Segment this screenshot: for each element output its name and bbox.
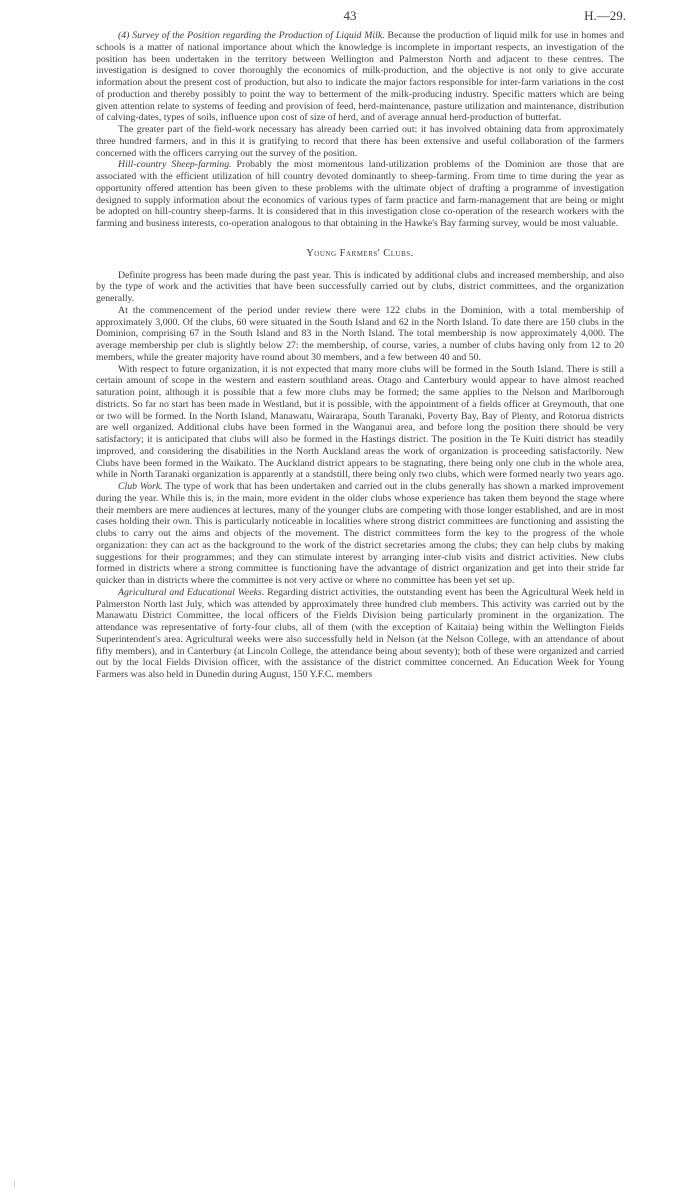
paragraph-lead: Club Work. <box>118 481 163 492</box>
page-number: 43 <box>343 8 357 23</box>
paragraph-future-organization: With respect to future organization, it is not expected that many more clubs will be formed in the South Island. There is still a certain amount of scope in the western and eastern southland areas. Otago and Canterbury would appear to have almost reached saturation point, although it is possible that a few more clubs may be formed; the same applies to the Nelson and Marlborough districts. So far no start has been made in Westland, but it is possible, with the appointment of a fields officer at Greymouth, that one or two will be formed. In the North Island, Manawatu, Wairarapa, South Taranaki, Poverty Bay, Bay of Plenty, and Rotorua districts are well organized. Additional clubs have been formed in the Wanganui area, and before long the position there should be very satisfactory; it is anticipated that clubs will also be formed in the Hastings district. The position in the Te Kuiti district has steadily improved, and considering the disabilities in the North Auckland areas the work of organization is proceeding satisfactorily. New Clubs have been formed in the Waikato. The Auckland district appears to be stagnating, there being only one club in the whole area, while in North Taranaki organization is apparently at a standstill, there being only two clubs, which were formed nearly two years ago. <box>96 363 624 481</box>
paragraph-text: Because the production of liquid milk for use in homes and schools is a matter of national importance about which the knowledge is incomplete in important respects, an investigation of the position has been undertaken in the territory between Wellington and Palmerston North and adjacent to these centres. The investigation is designed to cover thoroughly the economics of milk-production, and the objective is not only to give accurate information about the present cost of production, but also to indicate the major factors responsible for inter-farm variations in the cost of production and thereby possibly to point the way to betterment of the milk-producing industry. Specific matters which are being given attention relate to systems of feeding and provision of feed, herd-maintenance, pasture utilization and maintenance, distribution of calving-dates, types of soils, influence upon cost of size of herd, and of average annual herd-production of butterfat. <box>96 30 625 124</box>
paragraph-lead: Agricultural and Educational Weeks. <box>118 586 265 598</box>
paragraph-liquid-milk-survey <box>96 30 624 124</box>
paragraph-membership: At the commencement of the period under review there were 122 clubs in the Dominion, with a total membership of approximately 3,000. Of the clubs, 60 were situated in the South Island and 62 in the North Island. To date there are 150 clubs in the Dominion, comprising 67 in the South Island and 83 in the North Island. The total membership is now approximately 4,000. The average membership per club is slightly below 27: the membership, of course, varies, a number of clubs having only from 12 to 20 members, while the greater majority have round about 30 members, and a few between 40 and 50. <box>96 304 624 363</box>
document-body <box>96 30 624 681</box>
document-reference: H.—29. <box>584 8 626 23</box>
scan-margin-mark <box>14 1180 15 1188</box>
section-heading: Young Farmers' Clubs. <box>306 247 414 259</box>
paragraph-lead: Hill-country Sheep-farming. <box>118 159 232 171</box>
paragraph-text: Regarding district activities, the outstanding event has been the Agricultural Week held in Palmerston North last July, which was attended by approximately three hundred club members. This activity was carried out by the Manawatu District Committee, the local officers of the Fields Division being particularly prominent in the organization. The attendance was representative of forty-four clubs, all of them (with the exception of Kaitaia) being within the Wellington Fields Superintendent's area. Agricultural weeks were also successfully held in Nelson (at the Nelson College, with an attendance of about fifty members), and in Canterbury (at Lincoln College, the attendance being about seventy); both of these were organized and carried out by the local Fields Division officer, with the assistance of the district committee concerned. An Education Week for Young Farmers was also held in Dunedin during August, 150 Y.F.C. members <box>96 586 624 680</box>
paragraph-lead: (4) Survey of the Position regarding the Production of Liquid Milk. <box>118 30 385 41</box>
paragraph-club-work <box>96 481 624 587</box>
paragraph-text: Probably the most momentous land-utilization problems of the Dominion are those that are associated with the efficient utilization of hill country devoted dominantly to sheep-farming. From time to time during the year as opportunity offered attention has been given to these problems with the ultimate object of drafting a programme of investigation designed to supply information about the economics of various types of farm practice and farm-management that are being or might be adopted on hill-country sheep-farms. It is considered that in this investigation close co-operation of the research workers with the farming and business interests, co-operation analogous to that obtaining in the Hawke's Bay farming survey, would be most valuable. <box>96 159 625 229</box>
paragraph-text: The type of work that has been undertaken and carried out in the clubs generally has shown a marked improvement during the year. While this is, in the main, more evident in the older clubs whose experience has taken them beyond the stage where their members are mere audiences at lectures, many of the younger clubs are competing with those longer established, and are in most cases holding their own. This is particularly noticeable in localities where strong district committees are functioning and assisting the clubs to carry out the aims and objects of the movement. The district committees form the key to the progress of the whole organization: they can act as the background to the work of the district secretaries among the clubs; they can help clubs by making suggestions for their programmes; and they can stimulate interest by arranging inter-club visits and district activities. New clubs formed in districts where a strong committee is functioning have the advantage of district organization and get into their stride far quicker than in districts where the committee is not very active or where no committee has been yet set up. <box>96 481 624 586</box>
paragraph-hill-country <box>96 159 624 230</box>
paragraph-agricultural-weeks <box>96 587 624 681</box>
paragraph-progress: Definite progress has been made during the past year. This is indicated by additional clubs and increased membership, and also by the type of work and the activities that have been successfully carried out by clubs, district committees, and the organization generally. <box>96 269 624 304</box>
paragraph-field-work: The greater part of the field-work necessary has already been carried out: it has involved obtaining data from approximately three hundred farmers, and in this it is gratifying to record that there has been extensive and useful collaboration of the farmers concerned with the officers carrying out the survey of the position. <box>96 124 624 159</box>
